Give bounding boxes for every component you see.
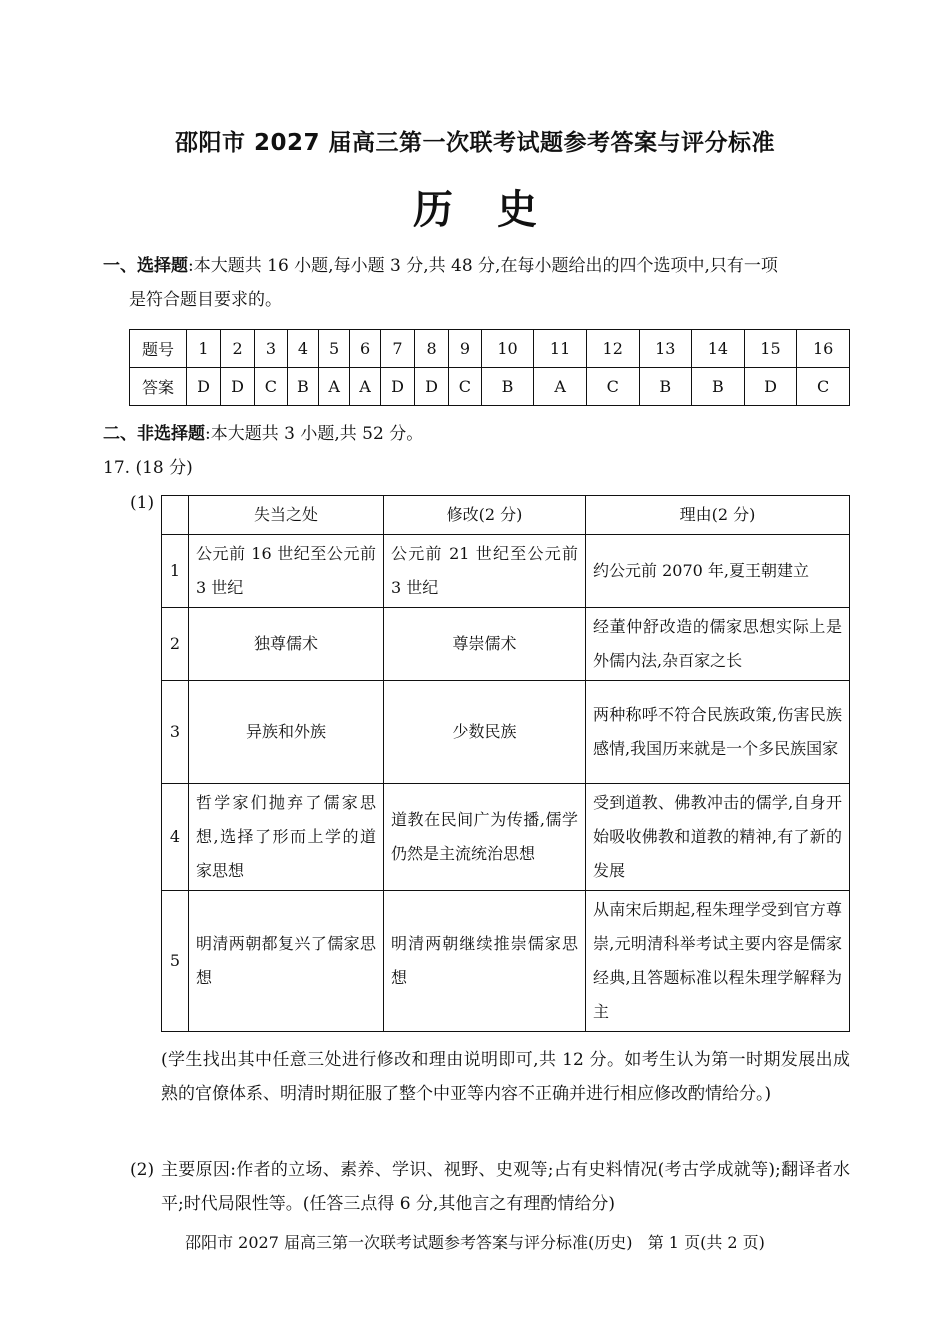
- section1-desc-line2: 是符合题目要求的。: [129, 290, 282, 310]
- row-number: 1: [162, 535, 189, 608]
- question-number-cell: 14: [692, 330, 745, 368]
- table-row: [162, 535, 850, 608]
- section1-label: 一、选择题: [103, 256, 188, 276]
- question-number-cell: 8: [415, 330, 449, 368]
- correction-table: [161, 495, 850, 1032]
- row-error: 明清两朝都复兴了儒家思想: [189, 891, 384, 1032]
- answer-cell: D: [744, 368, 797, 406]
- row-error: 哲学家们抛弃了儒家思想,选择了形而上学的道家思想: [189, 784, 384, 891]
- question-number-cell: 4: [287, 330, 318, 368]
- answer-cell: A: [350, 368, 381, 406]
- table-row: [162, 891, 850, 1032]
- row-number: 4: [162, 784, 189, 891]
- answer-table-answer-row: [130, 368, 850, 406]
- question-number-cell: 2: [221, 330, 255, 368]
- question-number-cell: 15: [744, 330, 797, 368]
- answer-cell: C: [797, 368, 850, 406]
- answer-cell: C: [255, 368, 288, 406]
- row-number: 2: [162, 608, 189, 681]
- q17-part1-label: (1): [130, 493, 155, 513]
- header-fix: 修改(2 分): [384, 496, 586, 535]
- answer-cell: A: [534, 368, 587, 406]
- answer-cell: D: [381, 368, 415, 406]
- row-number: 3: [162, 681, 189, 784]
- page-footer: [0, 1230, 950, 1253]
- row-reason: 受到道教、佛教冲击的儒学,自身开始吸收佛教和道教的精神,有了新的发展: [586, 784, 850, 891]
- question-number-cell: 6: [350, 330, 381, 368]
- section1-intro: [103, 249, 853, 283]
- row-reason: 从南宋后期起,程朱理学受到官方尊崇,元明清科举考试主要内容是儒家经典,且答题标准以程朱理学解释为主: [586, 891, 850, 1032]
- question-number-cell: 3: [255, 330, 288, 368]
- header-reason: 理由(2 分): [586, 496, 850, 535]
- question-number-cell: 16: [797, 330, 850, 368]
- answer-cell: C: [449, 368, 482, 406]
- row-fix: 少数民族: [384, 681, 586, 784]
- section1-desc-line1: :本大题共 16 小题,每小题 3 分,共 48 分,在每小题给出的四个选项中,只有一项: [188, 256, 778, 276]
- footer-page-number: 第 1 页(共 2 页): [647, 1233, 765, 1252]
- q17-scoring-note: (学生找出其中任意三处进行修改和理由说明即可,共 12 分。如考生认为第一时期发展出成熟的官僚体系、明清时期征服了整个中亚等内容不正确并进行相应修改酌情给分。): [161, 1050, 850, 1104]
- answer-cell: B: [481, 368, 534, 406]
- answer-table: [129, 329, 850, 406]
- row-error: 独尊儒术: [189, 608, 384, 681]
- document-title: 邵阳市 2027 届高三第一次联考试题参考答案与评分标准: [174, 130, 776, 156]
- table-row: [162, 681, 850, 784]
- answer-cell: D: [221, 368, 255, 406]
- question-number-cell: 11: [534, 330, 587, 368]
- row-fix: 公元前 21 世纪至公元前 3 世纪: [384, 535, 586, 608]
- table-row: [162, 608, 850, 681]
- footer-text: 邵阳市 2027 届高三第一次联考试题参考答案与评分标准(历史): [185, 1233, 633, 1252]
- row-reason: 两种称呼不符合民族政策,伤害民族感情,我国历来就是一个多民族国家: [586, 681, 850, 784]
- section2-label: 二、非选择题: [103, 424, 205, 444]
- row-error: 公元前 16 世纪至公元前 3 世纪: [189, 535, 384, 608]
- answer-cell: A: [319, 368, 350, 406]
- correction-table-header: [162, 496, 850, 535]
- subject-title: 历史: [413, 187, 581, 233]
- answer-cell: B: [639, 368, 692, 406]
- question-number-cell: 13: [639, 330, 692, 368]
- header-blank: [162, 496, 189, 535]
- question-number-cell: 9: [449, 330, 482, 368]
- question-number-cell: 12: [586, 330, 639, 368]
- row-reason: 约公元前 2070 年,夏王朝建立: [586, 535, 850, 608]
- question-number-cell: 1: [187, 330, 221, 368]
- section2-desc: :本大题共 3 小题,共 52 分。: [205, 424, 424, 444]
- row-reason: 经董仲舒改造的儒家思想实际上是外儒内法,杂百家之长: [586, 608, 850, 681]
- header-error: 失当之处: [189, 496, 384, 535]
- row-fix: 尊崇儒术: [384, 608, 586, 681]
- number-header: 题号: [130, 330, 187, 368]
- answer-cell: B: [287, 368, 318, 406]
- answer-header: 答案: [130, 368, 187, 406]
- answer-table-number-row: [130, 330, 850, 368]
- question-number-cell: 5: [319, 330, 350, 368]
- section2-intro: [103, 417, 853, 451]
- answer-cell: C: [586, 368, 639, 406]
- q17-title: 17. (18 分): [103, 458, 193, 478]
- q17-part2-label: (2): [130, 1160, 155, 1180]
- table-row: [162, 784, 850, 891]
- question-number-cell: 10: [481, 330, 534, 368]
- answer-cell: B: [692, 368, 745, 406]
- q17-part2-answer: 主要原因:作者的立场、素养、学识、视野、史观等;占有史料情况(考古学成就等);翻译者水平;时代局限性等。(任答三点得 6 分,其他言之有理酌情给分): [161, 1160, 850, 1214]
- question-number-cell: 7: [381, 330, 415, 368]
- answer-cell: D: [415, 368, 449, 406]
- answer-cell: D: [187, 368, 221, 406]
- row-number: 5: [162, 891, 189, 1032]
- row-fix: 明清两朝继续推崇儒家思想: [384, 891, 586, 1032]
- row-fix: 道教在民间广为传播,儒学仍然是主流统治思想: [384, 784, 586, 891]
- row-error: 异族和外族: [189, 681, 384, 784]
